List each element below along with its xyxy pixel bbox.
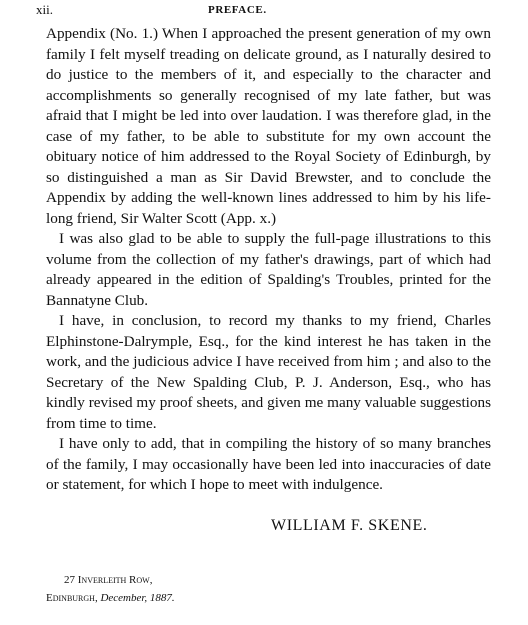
author-signature: WILLIAM F. SKENE. <box>271 517 428 534</box>
running-head <box>36 2 488 18</box>
street-address: 27 Inverleith Row, <box>64 574 153 586</box>
address-block <box>46 571 175 607</box>
preface-body <box>46 24 491 496</box>
paragraph-appendix: Appendix (No. 1.) When I approached the present generation of my own family I felt myself treading on delicate ground, as I naturally desired to do justice to the members of it, and especially to the character and accomplishments so generally recognised of my late father, but was afraid that I might be led into over laudation. I was therefore glad, in the case of my father, to be able to substitute for my own account the obituary notice of him addressed to the Royal Society of Edinburgh, by so distinguished a man as Sir David Brewster, and to conclude the Appendix by adding the well-known lines addressed to him by his life-long friend, Sir Walter Scott (App. x.) <box>46 25 491 227</box>
paragraph-closing: I have only to add, that in compiling the history of so many branches of the family, I may occasionally have been led into inaccuracies of date or statement, for which I hope to meet with indulgence. <box>46 435 491 493</box>
city-date-line <box>46 589 175 607</box>
running-title: PREFACE. <box>208 4 267 16</box>
page-number: xii. <box>36 2 53 17</box>
date: December, 1887. <box>100 592 175 604</box>
paragraph-thanks: I have, in conclusion, to record my thanks to my friend, Charles Elphinstone-Dalrymple, Esq., for the kind interest he has taken in the work, and the judicious advice I have received from him ; and also to the Secretary of the New Spalding Club, P. J. Anderson, Esq., who has kindly revised my proof sheets, and given me many valuable suggestions from time to time. <box>46 312 491 432</box>
city: Edinburgh, <box>46 592 98 604</box>
paragraph-illustrations: I was also glad to be able to supply the full-page illustrations to this volume from the collection of my father's drawings, part of which had already appeared in the edition of Spalding's Troubles, printed for the Bannatyne Club. <box>46 230 491 309</box>
